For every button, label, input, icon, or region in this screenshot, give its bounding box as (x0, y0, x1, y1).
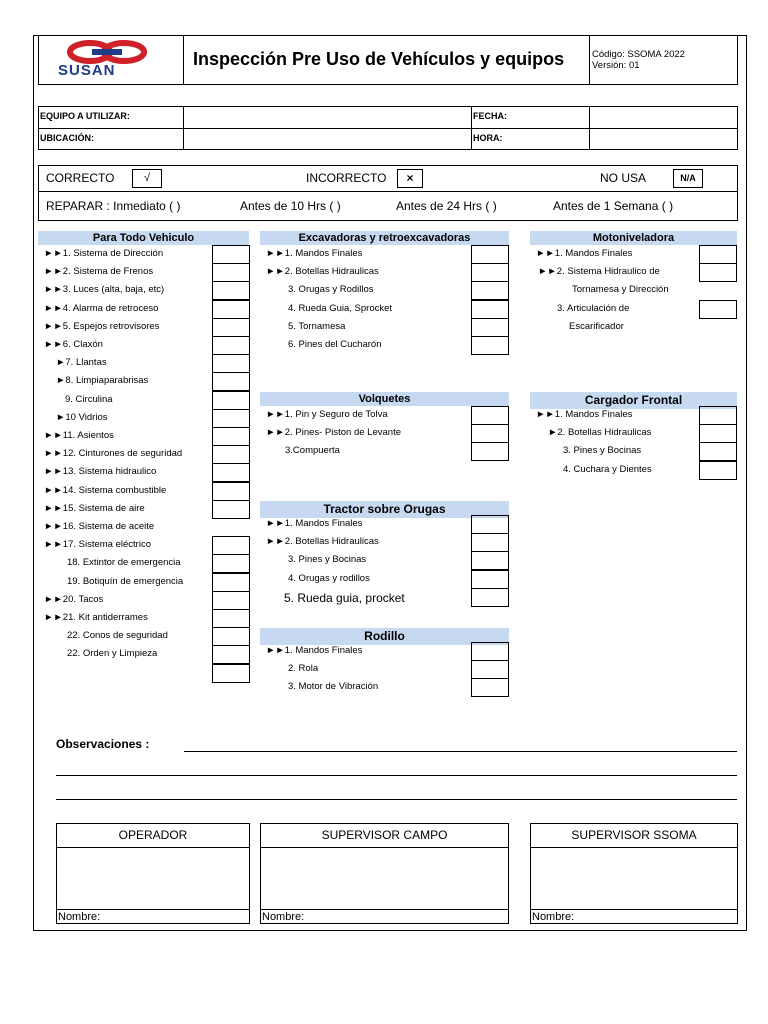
page-title: Inspección Pre Uso de Vehículos y equipos (193, 49, 565, 69)
fecha-label: FECHA: (473, 111, 507, 121)
fecha-input[interactable] (591, 108, 736, 126)
section-header-cargador: Cargador Frontal (530, 392, 737, 409)
hora-label: HORA: (473, 133, 503, 143)
checklist-item-todo: ►►15. Sistema de aire (44, 502, 145, 514)
incorrecto-label: INCORRECTO (306, 171, 387, 185)
checkbox-todo[interactable] (212, 427, 250, 446)
signature-ssoma-area[interactable] (531, 848, 737, 908)
no-usa-mark-box (673, 169, 703, 188)
signature-operador-area[interactable] (57, 848, 249, 908)
checklist-item-todo: ►►3. Luces (alta, baja, etc) (44, 284, 165, 296)
checkbox-tractor[interactable] (471, 533, 509, 552)
checklist-item-todo: ►►11. Asientos (44, 430, 114, 441)
signature-campo-divider-2 (260, 909, 509, 910)
legend-divider (38, 191, 738, 192)
checklist-item-todo: ►►16. Sistema de aceite (44, 521, 155, 532)
section-header-rodillo: Rodillo (260, 628, 509, 645)
logo-text: SUSAN (58, 62, 116, 79)
observaciones-line-2[interactable] (56, 775, 737, 776)
reparar-10hrs: Antes de 10 Hrs ( ) (240, 199, 341, 213)
checklist-item-todo: 9. Circulina (65, 393, 113, 405)
checkbox-rodillo[interactable] (471, 678, 509, 697)
checkbox-todo[interactable] (212, 354, 250, 373)
checkbox-cargador[interactable] (699, 406, 737, 425)
checklist-item-motoniveladora: 3. Articulación de (557, 302, 630, 314)
checkbox-excavadoras[interactable] (471, 336, 509, 355)
cross-icon: × (406, 171, 414, 185)
checkbox-todo[interactable] (212, 500, 250, 519)
checkbox-todo[interactable] (212, 536, 250, 555)
observaciones-label: Observaciones : (56, 737, 150, 751)
checklist-item-todo: ►►5. Espejos retrovisores (44, 320, 160, 332)
checklist-item-todo: 18. Extintor de emergencia (67, 557, 181, 569)
checkbox-cargador[interactable] (699, 442, 737, 461)
checkbox-todo[interactable] (212, 245, 250, 264)
checklist-item-cargador: ►2. Botellas Hidraulicas (548, 427, 652, 439)
checkbox-motoniveladora[interactable] (699, 300, 737, 319)
checklist-item-todo: ►8. Limpiaparabrisas (56, 375, 149, 387)
checklist-item-tractor: 3. Pines y Bocinas (288, 554, 367, 566)
section-header-excavadoras: Excavadoras y retroexcavadoras (260, 231, 509, 245)
checkbox-todo[interactable] (212, 463, 250, 482)
signature-operador-nombre[interactable]: Nombre: (58, 911, 101, 923)
checklist-item-todo: ►►4. Alarma de retroceso (44, 302, 159, 314)
check-icon: √ (143, 172, 151, 184)
checklist-item-excavadoras: 5. Tornamesa (288, 320, 346, 332)
checklist-item-tractor: 5. Rueda guia, procket (284, 590, 405, 605)
checklist-item-volquetes: 3.Compuerta (285, 445, 340, 457)
checkbox-todo[interactable] (212, 627, 250, 646)
info-col-divider-2 (471, 106, 472, 150)
checkbox-todo[interactable] (212, 263, 250, 282)
signature-operador-divider-2 (56, 909, 250, 910)
checkbox-motoniveladora[interactable] (699, 245, 737, 264)
checkbox-tractor[interactable] (471, 588, 509, 607)
reparar-24hrs: Antes de 24 Hrs ( ) (396, 199, 497, 213)
header-divider-1 (183, 35, 184, 85)
company-logo (52, 40, 162, 82)
checklist-item-todo: ►►17. Sistema eléctrico (44, 539, 151, 551)
signature-operador-title: OPERADOR (118, 828, 188, 842)
section-header-motoniveladora: Motoniveladora (530, 231, 737, 245)
checklist-item-excavadoras: 3. Orugas y Rodillos (288, 284, 374, 296)
header-divider-2 (589, 35, 590, 85)
checklist-item-todo: ►10 Vidrios (56, 411, 108, 423)
na-mark: N/A (680, 173, 696, 183)
checkbox-todo[interactable] (212, 372, 250, 391)
checkbox-todo[interactable] (212, 300, 250, 319)
checklist-item-excavadoras: 4. Rueda Guia, Sprocket (288, 302, 393, 314)
checkbox-cargador[interactable] (699, 461, 737, 480)
checkbox-excavadoras[interactable] (471, 300, 509, 319)
checkbox-todo[interactable] (212, 664, 250, 683)
checkbox-excavadoras[interactable] (471, 245, 509, 264)
checklist-item-cargador: 3. Pines y Bocinas (563, 445, 642, 457)
checkbox-todo[interactable] (212, 445, 250, 464)
checklist-item-motoniveladora: ►►2. Sistema Hidraulico de (538, 266, 660, 278)
checklist-item-tractor: ►►2. Botellas Hidraulicas (266, 536, 379, 548)
checkbox-todo[interactable] (212, 573, 250, 592)
checklist-item-tractor: 4. Orugas y rodillos (288, 572, 370, 584)
checkbox-motoniveladora[interactable] (699, 263, 737, 282)
checklist-item-motoniveladora: ►►1. Mandos Finales (536, 248, 633, 259)
ubicacion-label: UBICACIÓN: (40, 133, 94, 143)
checkbox-cargador[interactable] (699, 424, 737, 443)
checkbox-rodillo[interactable] (471, 660, 509, 679)
checklist-item-volquetes: ►►1. Pin y Seguro de Tolva (266, 409, 388, 420)
checklist-item-excavadoras: ►►2. Botellas Hidraulicas (266, 266, 379, 278)
signature-campo-area[interactable] (261, 848, 508, 908)
correcto-mark-box (132, 169, 162, 188)
checklist-item-excavadoras: 6. Pines del Cucharón (288, 339, 382, 350)
reparar-semana: Antes de 1 Semana ( ) (553, 199, 674, 213)
section-header-volquetes: Volquetes (260, 392, 509, 406)
incorrecto-mark-box (397, 169, 423, 188)
checkbox-volquetes[interactable] (471, 424, 509, 443)
checklist-item-todo: ►►13. Sistema hidraulico (44, 466, 157, 478)
checkbox-tractor[interactable] (471, 515, 509, 534)
reparar-label: REPARAR : Inmediato ( ) (46, 199, 181, 213)
checklist-item-motoniveladora: Escarificador (569, 320, 624, 332)
checkbox-tractor[interactable] (471, 570, 509, 589)
info-row-divider (38, 128, 738, 129)
observaciones-line-1[interactable] (184, 751, 737, 752)
checklist-item-rodillo: 2. Rola (288, 663, 319, 675)
hora-input[interactable] (591, 130, 736, 148)
checklist-item-todo: ►►1. Sistema de Dirección (44, 248, 164, 259)
checklist-item-todo: ►►20. Tacos (44, 593, 104, 605)
checklist-item-todo: ►►2. Sistema de Frenos (44, 266, 154, 278)
checkbox-excavadoras[interactable] (471, 318, 509, 337)
checklist-item-todo: ►7. Llantas (56, 357, 107, 369)
info-col-divider-1 (183, 106, 184, 150)
checklist-item-todo: 19. Botiquín de emergencia (67, 575, 184, 587)
checklist-item-excavadoras: ►►1. Mandos Finales (266, 248, 363, 259)
checklist-item-todo: 22. Orden y Limpieza (67, 648, 158, 660)
checkbox-excavadoras[interactable] (471, 281, 509, 300)
checkbox-volquetes[interactable] (471, 442, 509, 461)
info-col-divider-3 (589, 106, 590, 150)
checklist-item-todo: ►►14. Sistema combustible (44, 484, 167, 496)
checkbox-todo[interactable] (212, 318, 250, 337)
checklist-item-motoniveladora: Tornamesa y Dirección (572, 284, 669, 296)
checklist-item-rodillo: ►►1. Mandos Finales (266, 645, 363, 656)
checklist-item-volquetes: ►►2. Pines- Piston de Levante (266, 427, 401, 439)
equipo-label: EQUIPO A UTILIZAR: (40, 111, 130, 121)
ubicacion-input[interactable] (185, 130, 469, 148)
checkbox-todo[interactable] (212, 554, 250, 573)
checklist-item-todo: ►►12. Cinturones de seguridad (44, 448, 183, 460)
checkbox-todo[interactable] (212, 409, 250, 428)
equipo-input[interactable] (185, 108, 469, 126)
checkbox-todo[interactable] (212, 591, 250, 610)
signature-campo-title: SUPERVISOR CAMPO (321, 828, 448, 842)
checklist-item-rodillo: 3. Motor de Vibración (288, 681, 379, 693)
checklist-item-cargador: ►►1. Mandos Finales (536, 409, 633, 420)
document-code: Código: SSOMA 2022 (592, 49, 685, 60)
document-version: Versión: 01 (592, 60, 640, 71)
checkbox-todo[interactable] (212, 645, 250, 664)
observaciones-line-3[interactable] (56, 799, 737, 800)
signature-ssoma-divider-2 (530, 909, 738, 910)
section-header-todo: Para Todo Vehiculo (38, 231, 249, 245)
checkbox-volquetes[interactable] (471, 406, 509, 425)
checklist-item-todo: ►►21. Kit antiderrames (44, 612, 148, 623)
correcto-label: CORRECTO (46, 171, 115, 185)
checklist-item-todo: ►►6. Claxón (44, 339, 103, 350)
checkbox-todo[interactable] (212, 391, 250, 410)
no-usa-label: NO USA (600, 171, 647, 185)
signature-ssoma-title: SUPERVISOR SSOMA (571, 828, 697, 842)
signature-campo-nombre[interactable]: Nombre: (262, 911, 305, 923)
checkbox-todo[interactable] (212, 482, 250, 501)
checkbox-tractor[interactable] (471, 551, 509, 570)
checklist-item-cargador: 4. Cuchara y Dientes (563, 463, 652, 475)
checklist-item-tractor: ►►1. Mandos Finales (266, 518, 363, 529)
checkbox-excavadoras[interactable] (471, 263, 509, 282)
signature-ssoma-nombre[interactable]: Nombre: (532, 911, 575, 923)
checklist-item-todo: 22. Conos de seguridad (67, 630, 168, 642)
checkbox-todo[interactable] (212, 281, 250, 300)
checkbox-todo[interactable] (212, 609, 250, 628)
section-header-tractor: Tractor sobre Orugas (260, 501, 509, 518)
checkbox-todo[interactable] (212, 336, 250, 355)
checkbox-rodillo[interactable] (471, 642, 509, 661)
